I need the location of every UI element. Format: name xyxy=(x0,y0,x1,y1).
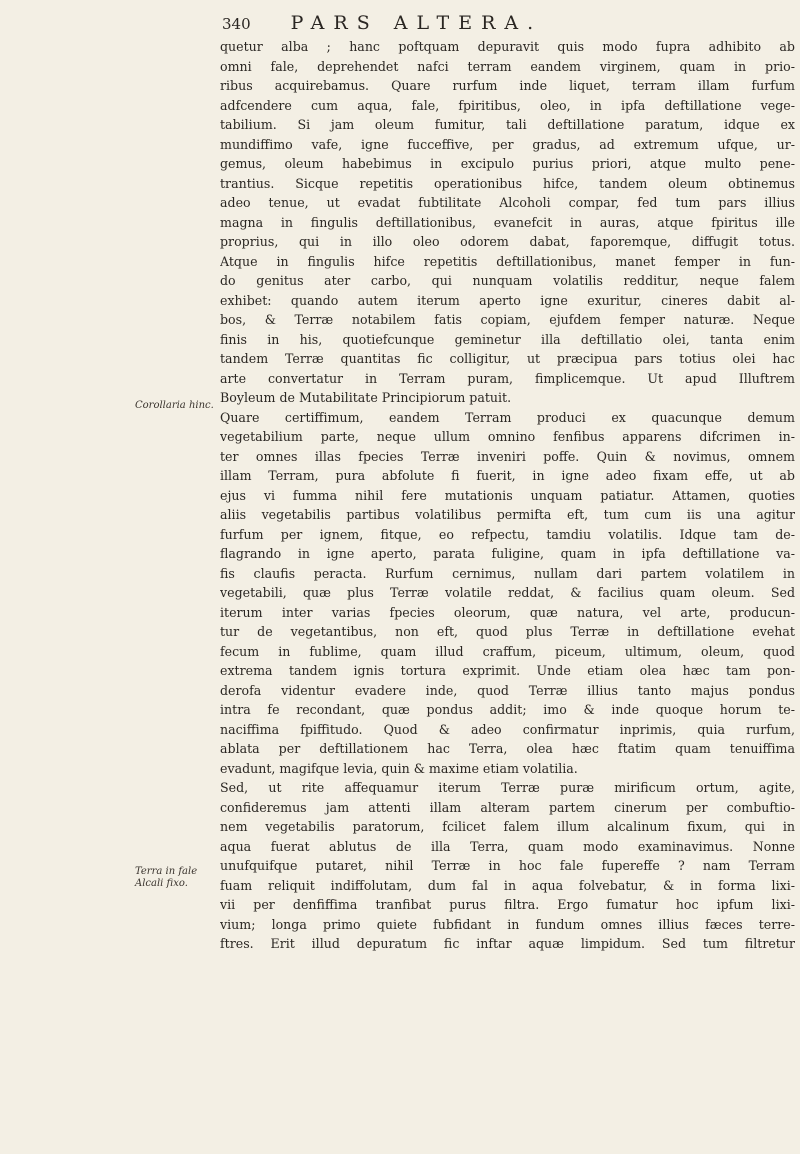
text-line: tur de vegetantibus, non eft, quod plus Terræ in deftillatione evehat xyxy=(220,624,795,639)
text-line: fecum in fublime, quam illud craffum, piceum, ultimum, oleum, quod xyxy=(220,643,795,659)
text-line: intra fe recondant, quæ pondus addit; imo & inde quoque horum te- xyxy=(220,702,795,717)
text-line: finis in his, quotiefcunque geminetur illa deftillatio olei, tanta enim xyxy=(220,331,795,347)
text-line: aliis vegetabilis partibus volatilibus permifta eft, tum cum iis una agitur xyxy=(220,507,795,522)
page-header xyxy=(222,12,722,40)
text-line: adeo tenue, ut evadat fubtilitate Alcoholi compar, fed tum pars illius xyxy=(220,195,795,210)
text-line: naciffima fpiffitudo. Quod & adeo confirmatur inprimis, quia rurfum, xyxy=(220,721,795,737)
text-line: Sed, ut rite affequamur iterum Terræ puræ mirificum ortum, agite, xyxy=(220,780,795,795)
text-line: quetur alba ; hanc poftquam depuravit quis modo fupra adhibito ab xyxy=(220,39,795,54)
text-line: ejus vi fumma nihil fere mutationis unquam patiatur. Attamen, quoties xyxy=(220,487,795,503)
text-line: vii per denfiffima tranfibat purus filtra. Ergo fumatur hoc ipfum lixi- xyxy=(220,897,795,912)
text-line: mundiffimo vafe, igne fucceffive, per gradus, ad extremum ufque, ur- xyxy=(220,136,795,152)
margin-note-corollaria: Corollaria hinc. xyxy=(135,400,214,411)
text-line: iterum inter varias fpecies oleorum, quæ natura, vel arte, producun- xyxy=(220,604,795,620)
text-line: proprius, qui in illo oleo odorem dabat, faporemque, diffugit totus. xyxy=(220,234,795,249)
text-line: magna in fingulis deftillationibus, evanefcit in auras, atque fpiritus ille xyxy=(220,214,795,230)
text-line: omni fale, deprehendet nafci terram eandem virginem, quam in prio- xyxy=(220,58,795,74)
text-line: nem vegetabilis paratorum, fcilicet falem illum alcalinum fixum, qui in xyxy=(220,819,795,834)
text-line: ftres. Erit illud depuratum fic inftar aquæ limpidum. Sed tum filtretur xyxy=(220,936,795,951)
text-line: aqua fuerat ablutus de illa Terra, quam modo examinavimus. Nonne xyxy=(220,838,795,854)
text-line: confideremus jam attenti illam alteram partem cinerum per combuftio- xyxy=(220,799,795,815)
text-line: tandem Terræ quantitas fic colligitur, ut præcipua pars totius olei hac xyxy=(220,351,795,366)
body-text xyxy=(220,37,795,954)
text-line: Boyleum de Mutabilitate Principiorum patuit. xyxy=(220,390,512,405)
text-line: flagrando in igne aperto, parata fuligine, quam in ipfa deftillatione va- xyxy=(220,546,795,561)
text-line: illam Terram, pura abfolute fi fuerit, in igne adeo fixam effe, ut ab xyxy=(220,468,795,483)
text-line: vegetabili, quæ plus Terræ volatile reddat, & facilius quam oleum. Sed xyxy=(220,585,795,600)
text-line: furfum per ignem, fitque, eo refpectu, tamdiu volatilis. Idque tam de- xyxy=(220,526,795,542)
text-line: extrema tandem ignis tortura exprimit. Unde etiam olea hæc tam pon- xyxy=(220,663,795,678)
text-line: exhibet: quando autem iterum aperto igne exuritur, cineres dabit al- xyxy=(220,292,795,308)
text-line: ter omnes illas fpecies Terræ inveniri poffe. Quin & novimus, omnem xyxy=(220,448,795,464)
text-line: unufquifque putaret, nihil Terræ in hoc fale fupereffe ? nam Terram xyxy=(220,858,795,873)
text-line: bos, & Terræ notabilem fatis copiam, ejufdem femper naturæ. Neque xyxy=(220,312,795,327)
text-line: vium; longa primo quiete fubfidant in fundum omnes illius fæces terre- xyxy=(220,916,795,932)
text-line: gemus, oleum habebimus in excipulo purius priori, atque multo pene- xyxy=(220,156,795,171)
text-line: fuam reliquit indiffolutam, dum fal in aqua folvebatur, & in forma lixi- xyxy=(220,877,795,893)
text-line: tabilium. Si jam oleum fumitur, tali deftillatione paratum, idque ex xyxy=(220,117,795,132)
running-title: PARS ALTERA. xyxy=(290,12,543,34)
text-line: do genitus ater carbo, qui nunquam volatilis redditur, neque falem xyxy=(220,273,795,288)
page-number: 340 xyxy=(222,15,251,33)
text-line: fis claufis peracta. Rurfum cernimus, nullam dari partem volatilem in xyxy=(220,565,795,581)
text-line: trantius. Sicque repetitis operationibus hifce, tandem oleum obtinemus xyxy=(220,175,795,191)
text-line: arte convertatur in Terram puram, fimplicemque. Ut apud Illuftrem xyxy=(220,370,795,386)
text-line: ablata per deftillationem hac Terra, olea hæc ftatim quam tenuiffima xyxy=(220,741,795,756)
text-line: evadunt, magifque levia, quin & maxime etiam volatilia. xyxy=(220,760,578,776)
text-line: vegetabilium parte, neque ullum omnino fenfibus apparens difcrimen in- xyxy=(220,429,795,444)
text-line: adfcendere cum aqua, fale, fpiritibus, oleo, in ipfa deftillatione vege- xyxy=(220,97,795,113)
text-line: Atque in fingulis hifce repetitis deftillationibus, manet femper in fun- xyxy=(220,253,795,269)
text-line: ribus acquirebamus. Quare rurfum inde liquet, terram illam furfum xyxy=(220,78,795,93)
text-line: derofa videntur evadere inde, quod Terræ illius tanto majus pondus xyxy=(220,682,795,698)
text-line: Quare certiffimum, eandem Terram produci ex quacunque demum xyxy=(220,409,795,425)
margin-note-terra-in-sale: Terra in fale Alcali fixo. xyxy=(135,866,198,889)
